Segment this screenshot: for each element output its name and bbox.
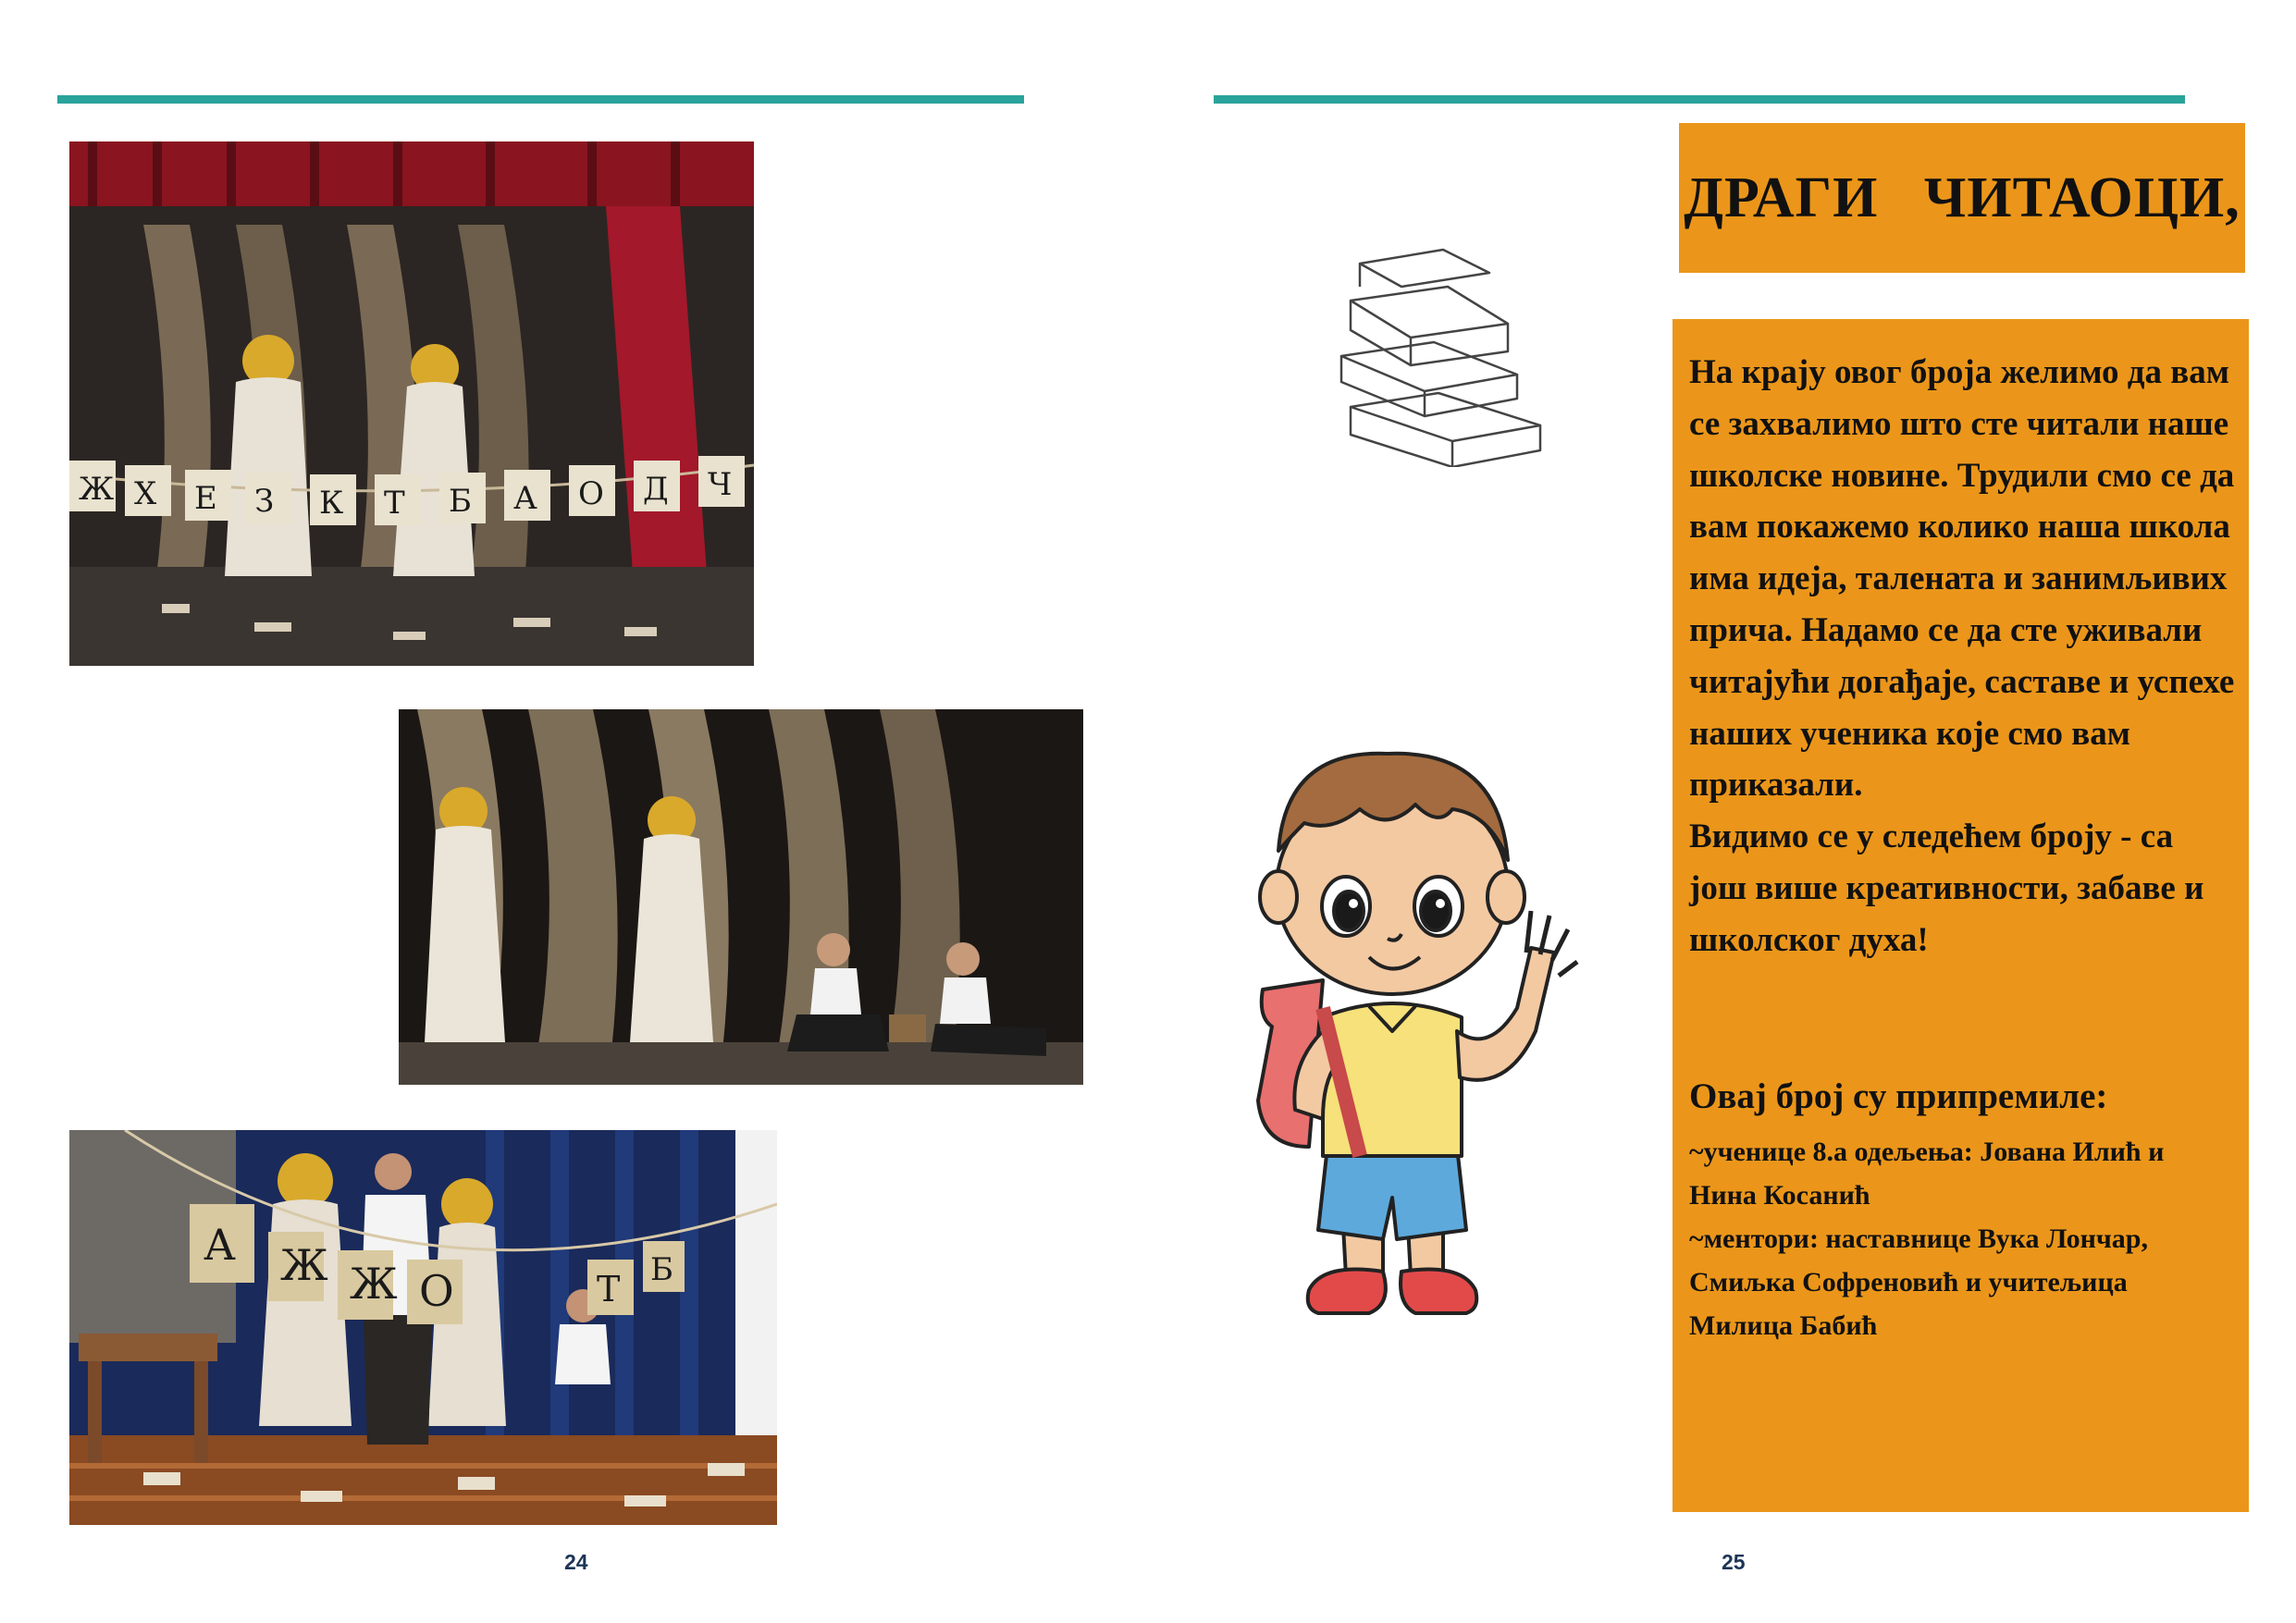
letter-card: Е bbox=[194, 480, 217, 517]
letter-card: Т bbox=[384, 485, 405, 522]
credits-list: ~ученице 8.а одељења: Јована Илић и Нина Косанић ~ментори: наставнице Вука Лончар, Смиљка Софреновић и учитељица Милица Бабић bbox=[1689, 1136, 2165, 1341]
closing-message: На крају овог броја желимо да вам се захвалимо што сте читали наше школске новине. Трудили смо се да вам покажемо колико наша школа има идеја, талената и занимљивих прича. Надамо се да сте уживали читајући догађаје, саставе и успехе наших ученика које смо вам приказали. Видимо се у следећем броју - са још више креативности, забаве и школског духа! bbox=[1689, 353, 2235, 959]
message-box bbox=[1673, 319, 2249, 1512]
letter-card: Ж bbox=[280, 1240, 328, 1290]
letter-card: Ж bbox=[350, 1259, 398, 1309]
letter-card: Б bbox=[449, 483, 472, 520]
letter-card: З bbox=[254, 483, 275, 520]
letter-card: Х bbox=[134, 475, 157, 512]
page-title: ДРАГИ ЧИТАОЦИ, bbox=[1684, 166, 2240, 229]
letter-card: К bbox=[319, 485, 344, 522]
letter-card: Ч bbox=[708, 466, 733, 503]
left-page-top-rule bbox=[57, 95, 1024, 104]
books-sketch-icon bbox=[1332, 245, 1545, 467]
letter-card: Б bbox=[650, 1251, 673, 1288]
stage-photo-saints-and-actors bbox=[399, 709, 1083, 1085]
letter-card: А bbox=[204, 1220, 236, 1270]
right-page-top-rule bbox=[1214, 95, 2185, 104]
title-box bbox=[1679, 123, 2245, 273]
letter-card: Ж bbox=[79, 471, 115, 508]
letter-card: О bbox=[419, 1266, 454, 1316]
letter-card: Д bbox=[643, 471, 669, 508]
letter-card: Т bbox=[597, 1269, 621, 1309]
stage-photo-saints-with-letters bbox=[69, 141, 754, 666]
waving-boy-illustration bbox=[1221, 712, 1591, 1350]
stage-photo-actor-hanging-letters bbox=[69, 1130, 777, 1525]
page-number-left: 24 bbox=[564, 1550, 588, 1574]
page-number-right: 25 bbox=[1722, 1550, 1746, 1574]
letter-card: О bbox=[578, 475, 604, 512]
letter-card: А bbox=[513, 480, 537, 517]
credits-heading: Овај број су припремиле: bbox=[1689, 1076, 2108, 1116]
